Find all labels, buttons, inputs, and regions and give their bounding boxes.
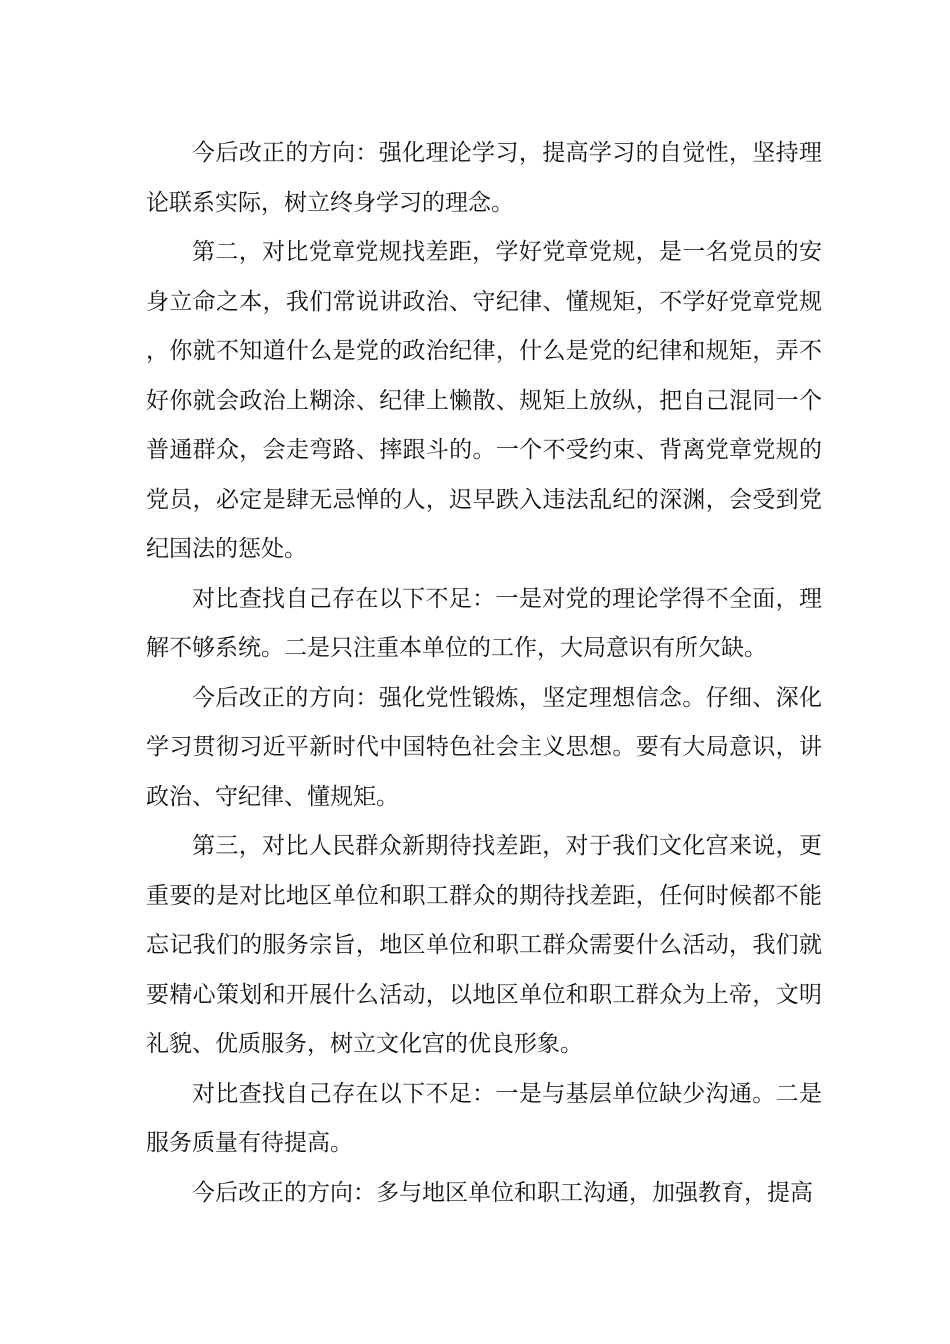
- paragraph: 今后改正的方向：多与地区单位和职工沟通，加强教育，提高: [192, 1179, 813, 1206]
- paragraph: 今后改正的方向：强化理论学习，提高学习的自觉性，坚持理论联系实际，树立终身学习的理念。: [146, 140, 822, 216]
- paragraph: 第二，对比党章党规找差距，学好党章党规，是一名党员的安身立命之本，我们常说讲政治、守纪律、懂规矩，不学好党章党规，你就不知道什么是党的政治纪律，什么是党的纪律和规矩，弄不好你就会政治上糊涂、纪律上懒散、规矩上放纵，把自己混同一个普通群众，会走弯路、摔跟斗的。一个不受约束、背离党章党规的党员，必定是肆无忌惮的人，迟早跌入违法乱纪的深渊，会受到党纪国法的惩处。: [146, 239, 822, 562]
- paragraph: 第三，对比人民群众新期待找差距，对于我们文化宫来说，更重要的是对比地区单位和职工群众的期待找差距，任何时候都不能忘记我们的服务宗旨，地区单位和职工群众需要什么活动，我们就要精心策划和开展什么活动，以地区单位和职工群众为上帝，文明礼貌、优质服务，树立文化宫的优良形象。: [146, 833, 822, 1057]
- paragraph: 对比查找自己存在以下不足：一是与基层单位缺少沟通。二是服务质量有待提高。: [146, 1080, 822, 1156]
- paragraph: 今后改正的方向：强化党性锻炼，坚定理想信念。仔细、深化学习贯彻习近平新时代中国特色社会主义思想。要有大局意识，讲政治、守纪律、懂规矩。: [146, 684, 822, 810]
- document-body: [146, 129, 822, 1218]
- paragraph: 对比查找自己存在以下不足：一是对党的理论学得不全面，理解不够系统。二是只注重本单位的工作，大局意识有所欠缺。: [146, 585, 822, 661]
